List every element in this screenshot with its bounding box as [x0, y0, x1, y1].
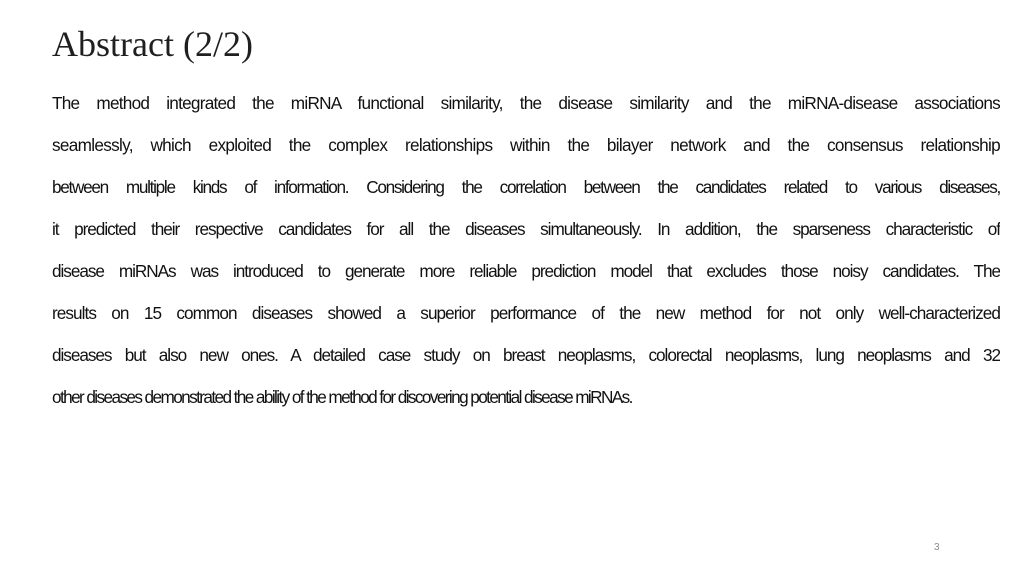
page-number: 3 [934, 542, 940, 553]
abstract-line: results on 15 common diseases showed a superior performance of the new method for not only well-characterized [52, 303, 1000, 323]
abstract-line: diseases but also new ones. A detailed case study on breast neoplasms, colorectal neoplasms, lung neoplasms and 32 [52, 345, 1000, 365]
abstract-line: The method integrated the miRNA functional similarity, the disease similarity and the miRNA-disease associations [52, 93, 1000, 113]
abstract-line: seamlessly, which exploited the complex relationships within the bilayer network and the consensus relationship [52, 135, 1000, 155]
abstract-line: it predicted their respective candidates for all the diseases simultaneously. In addition, the sparseness characteristic of [52, 219, 1000, 239]
abstract-line: disease miRNAs was introduced to generate more reliable prediction model that excludes those noisy candidates. The [52, 261, 1000, 281]
slide-title: Abstract (2/2) [52, 24, 253, 64]
abstract-line: between multiple kinds of information. Considering the correlation between the candidates related to various diseases, [52, 177, 1000, 197]
abstract-line: other diseases demonstrated the ability of the method for discovering potential disease miRNAs. [52, 387, 632, 407]
abstract-body [52, 84, 1000, 420]
